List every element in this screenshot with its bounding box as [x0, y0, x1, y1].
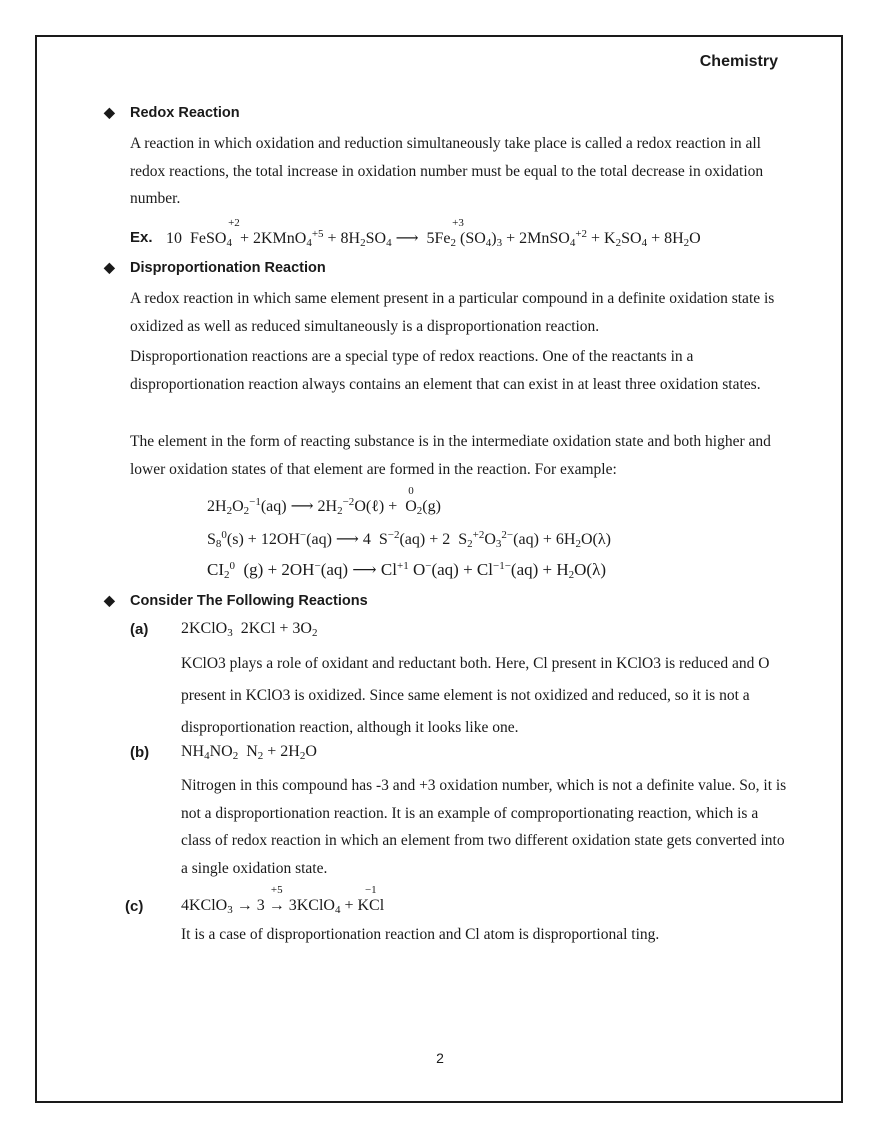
heading-disproportionation	[104, 259, 326, 276]
disproportionation-equation-3: $CI_2^0$ (g) + 2OH−(aq) ⟶ $Cl^{+1}$ $O^-(aq) + Cl^{-1-}(aq) + H_2O(\lambda)$	[207, 560, 606, 581]
example-label: Ex.	[130, 229, 153, 246]
redox-example-equation: 10 FeSO$_4$ +2 + 2KMnO$_4^{+5}$ + $8H_2SO_4$ ⟶ $5Fe_2$ +3 $(SO_4)_3$ + 2MnSO$_4^{+2}$ + $K_2SO_4 + 8H_2O$	[166, 217, 701, 249]
redox-definition: A reaction in which oxidation and reduction simultaneously take place is called a redox reaction in all redox reactions, the total increase in oxidation number must be equal to the total decrease in oxidation number.	[130, 135, 764, 207]
heading-redox-title: Redox Reaction	[130, 105, 240, 121]
reaction-a-equation: 2KClO$_3$ $2KCl + 3O_2$	[181, 620, 318, 639]
diamond-bullet-icon: ◆	[104, 592, 115, 608]
heading-redox	[104, 104, 240, 121]
reaction-a-label: (a)	[130, 621, 149, 638]
diamond-bullet-icon: ◆	[104, 104, 115, 120]
page-number: 2	[436, 1050, 444, 1066]
heading-disproportionation-title: Disproportionation Reaction	[130, 260, 326, 276]
reaction-b-equation: $NH_4NO_2$ $N_2 + 2H_2O$	[181, 743, 317, 762]
reaction-b-label: (b)	[130, 744, 150, 761]
reaction-c-explanation: It is a case of disproportionation reaction and Cl atom is disproportional ting.	[181, 926, 660, 943]
disproportionation-para-2: Disproportionation reactions are a special type of redox reactions. One of the reactants in a disproportionation reaction always contains an element that can exist in at least three oxidation states.	[130, 348, 761, 393]
diamond-bullet-icon: ◆	[104, 259, 115, 275]
heading-consider-title: Consider The Following Reactions	[130, 593, 368, 609]
disproportionation-para-1: A redox reaction in which same element present in a particular compound in a definite oxidation state is oxidized as well as reduced simultaneously is a disproportionation reaction.	[130, 290, 775, 335]
reaction-b-explanation: Nitrogen in this compound has -3 and +3 oxidation number, which is not a definite value. So, it is not a disproportionation reaction. It is an example of comproportionating reaction, which is a class of redox reaction in which an element from two different oxidation state gets converted into a single oxidation state.	[181, 777, 787, 877]
reaction-c-label: (c)	[125, 898, 144, 915]
reaction-c-equation: 4KClO$_3$ → 3 → +5 3KClO$_4$ + KCl −1	[181, 884, 385, 916]
disproportionation-equation-1: $2H_2O_2^{-1}(aq)$ ⟶ $2H_2^{-2}O(\ell) + O$ 0 $_2$(g)	[207, 485, 441, 517]
reaction-a-explanation: KClO3 plays a role of oxidant and reductant both. Here, Cl present in KClO3 is reduced and O present in KClO3 is oxidized. Since same element is not oxidized and reduced, so it is not a disproportionation reaction, although it looks like one.	[181, 655, 770, 736]
subject-header: Chemistry	[699, 53, 778, 70]
disproportionation-equation-2: $S_8^0(s) + 12OH^-(aq)$ ⟶ 4 $S^{-2}(aq) + 2$ $S_2^{+2}O_3^{2-}(aq) + 6H_2O(\lambda)$	[207, 529, 611, 550]
disproportionation-para-3: The element in the form of reacting substance is in the intermediate oxidation state and both higher and lower oxidation states of that element are formed in the reaction. For example:	[130, 433, 771, 478]
heading-consider	[104, 592, 368, 609]
